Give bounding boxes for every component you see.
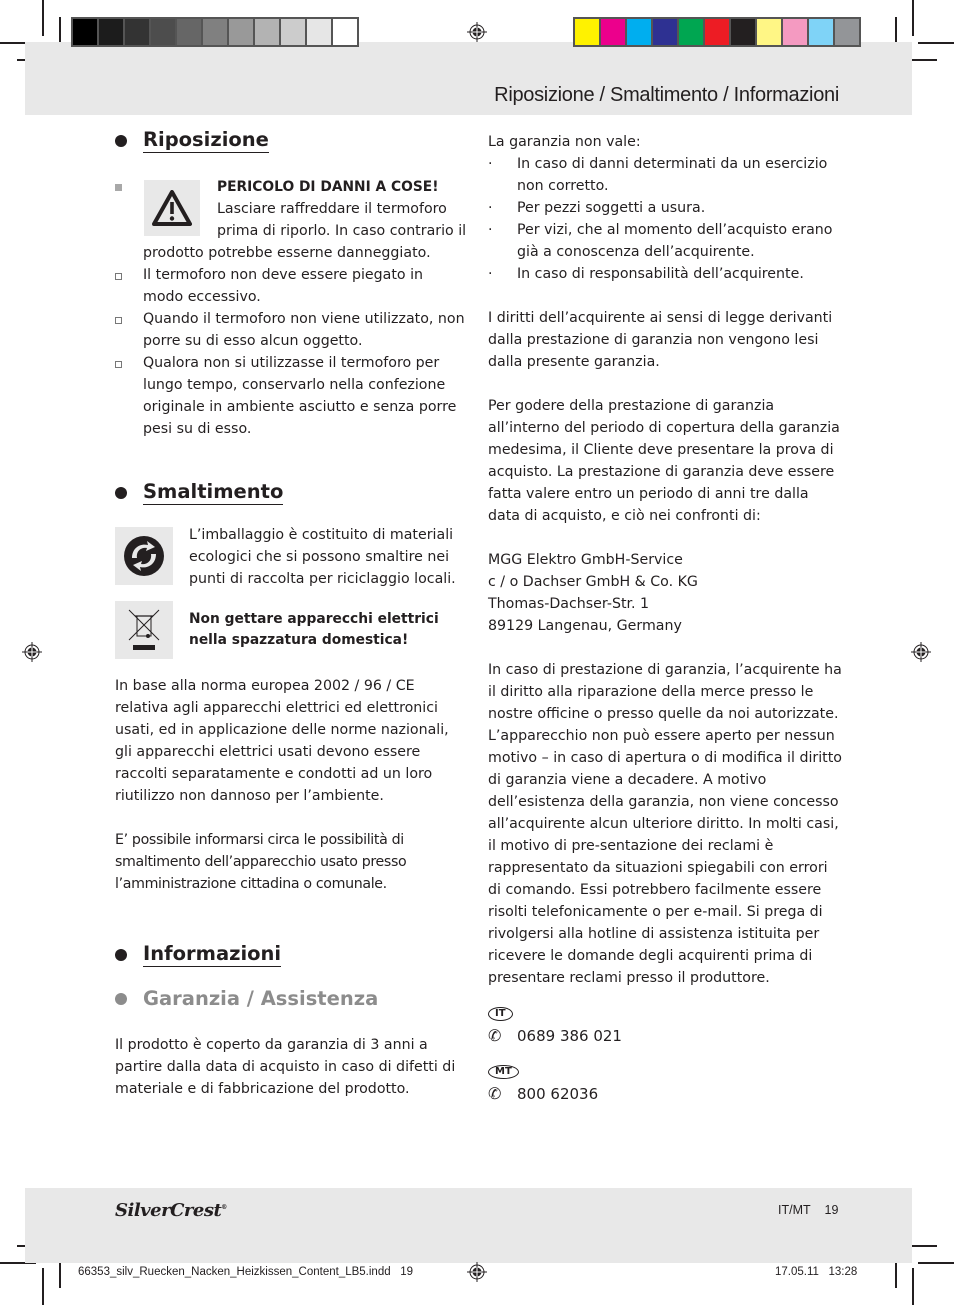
- address-line: c / o Dachser GmbH & Co. KG: [488, 574, 698, 590]
- middot-bullet-icon: ·: [488, 200, 493, 216]
- grayscale-color-bar: [71, 17, 359, 47]
- warranty-paragraph: Il prodotto è coperto da garanzia di 3 anni a partire dalla data di acquisto in caso di difetti di materiale e di fabbricazione del prodotto.: [115, 1037, 456, 1097]
- square-bullet-icon: [115, 317, 122, 324]
- phone-icon: ✆: [488, 1084, 502, 1103]
- color-swatch: [627, 19, 651, 45]
- packaging-text: L’imballaggio è costituito di materiali ecologici che si possono smaltire nei punti di raccolta per riciclaggio locali.: [189, 527, 456, 587]
- address-line: Thomas-Dachser-Str. 1: [488, 596, 650, 612]
- phone-icon: ✆: [488, 1026, 502, 1045]
- service-address: [488, 549, 844, 637]
- crop-mark: [42, 0, 44, 36]
- list-item-text: Qualora non si utilizzasse il termoforo per lungo tempo, conservarlo nella confezione originale in ambiente asciutto e senza porre pesi su di esso.: [143, 355, 457, 437]
- crop-mark: [912, 1268, 914, 1305]
- address-line: 89129 Langenau, Germany: [488, 618, 682, 634]
- warning-block: [115, 176, 467, 264]
- list-item-text: In caso di danni determinati da un esercizio non corretto.: [517, 156, 828, 194]
- warning-line: Lasciare raffreddare il termoforo: [217, 201, 447, 217]
- list-item-text: Il termoforo non deve essere piegato in modo eccessivo.: [143, 267, 424, 305]
- list-item-text: Per vizi, che al momento dell’acquisto erano già a conoscenza dell’acquirente.: [517, 222, 833, 260]
- warning-triangle-icon: [144, 180, 200, 236]
- hotline-phone-number[interactable]: 800 62036: [517, 1085, 599, 1103]
- color-swatch: [203, 19, 227, 45]
- color-swatch: [757, 19, 781, 45]
- registered-mark: ®: [221, 1204, 227, 1211]
- color-swatch: [705, 19, 729, 45]
- brand-name: SilverCrest: [115, 1200, 222, 1221]
- color-swatch: [177, 19, 201, 45]
- registration-mark-icon: [467, 1262, 487, 1282]
- color-swatch: [731, 19, 755, 45]
- bullet-dot-icon: [115, 993, 127, 1005]
- color-swatch: [151, 19, 175, 45]
- slug-filename: 66353_silv_Ruecken_Nacken_Heizkissen_Content_LB5.indd 19: [78, 1266, 413, 1278]
- section-heading-riposizione: [115, 126, 467, 156]
- left-column: [115, 126, 467, 1100]
- color-swatch: [653, 19, 677, 45]
- color-swatch: [73, 19, 97, 45]
- list-item-text: Per pezzi soggetti a usura.: [517, 200, 706, 216]
- heading-text: Garanzia / Assistenza: [143, 987, 379, 1010]
- middot-bullet-icon: ·: [488, 222, 493, 238]
- right-column: [488, 131, 844, 1105]
- list-item: [488, 197, 844, 219]
- process-color-bar: [573, 17, 861, 47]
- disposal-info-paragraph: E’ possibile informarsi circa le possibilità di smaltimento dell’apparecchio usato presso l’amministrazione cittadina o comunale.: [115, 832, 407, 892]
- subsection-heading-garanzia: [115, 984, 467, 1014]
- country-badge-mt: MT: [488, 1065, 519, 1079]
- color-swatch: [125, 19, 149, 45]
- heading-text: Smaltimento: [143, 480, 284, 503]
- crop-mark: [918, 42, 954, 44]
- service-paragraph: In caso di prestazione di garanzia, l’acquirente ha il diritto alla riparazione della merce presso le nostre officine o presso quelle da noi autorizzate. L’apparecchio non può essere aperto per nessun motivo – in caso di apertura o di modifica il diritto di garanzia viene a decadere. A motivo dell’esistenza della garanzia, non viene concesso all’acquirente alcun ulteriore diritto. In molti casi, il motivo di pre-sentazione dei reclami è rappresentato da situazioni spiegabili con errori di comando. Essi potrebbero facilmente essere risolti telefonicamente o per e-mail. Si prega di rivolgersi alla hotline di assistenza istituita per ricevere le domande degli acquirenti prima di presentare reclami presso il produttore.: [488, 662, 842, 986]
- registration-mark-icon: [22, 642, 42, 662]
- registration-mark-icon: [467, 22, 487, 42]
- recycling-green-dot-icon: [115, 527, 173, 585]
- not-valid-intro: La garanzia non vale:: [488, 134, 641, 150]
- crop-mark: [912, 0, 914, 36]
- section-heading-smaltimento: [115, 478, 467, 508]
- color-swatch: [679, 19, 703, 45]
- middot-bullet-icon: ·: [488, 266, 493, 282]
- crossed-bin-weee-icon: [115, 601, 173, 659]
- bullet-dot-icon: [115, 487, 127, 499]
- crop-mark: [42, 1268, 44, 1305]
- page-title: Riposizione / Smaltimento / Informazioni: [494, 84, 839, 106]
- color-swatch: [255, 19, 279, 45]
- square-bullet-icon: [115, 273, 122, 280]
- square-bullet-icon: [115, 361, 122, 368]
- address-line: MGG Elektro GmbH-Service: [488, 552, 683, 568]
- brand-logo: [115, 1200, 227, 1221]
- color-swatch: [333, 19, 357, 45]
- list-item-text: In caso di responsabilità dell’acquirente.: [517, 266, 804, 282]
- list-item: [115, 308, 467, 352]
- bullet-dot-icon: [115, 135, 127, 147]
- weee-directive-paragraph: In base alla norma europea 2002 / 96 / CE relativa agli apparecchi elettrici ed elettronici usati, ed in applicazione delle norme nazionali, gli apparecchi elettrici usati devono essere raccolti separatamente e condotti ad un loro riutilizzo non dannoso per l’ambiente.: [115, 678, 449, 804]
- hotline-it: [488, 1001, 844, 1047]
- color-swatch: [783, 19, 807, 45]
- hotline-mt: [488, 1059, 844, 1105]
- packaging-info: [115, 524, 467, 590]
- warning-line: prodotto potrebbe esserne danneggiato.: [143, 245, 431, 261]
- color-swatch: [601, 19, 625, 45]
- warning-title: PERICOLO DI DANNI A COSE!: [217, 179, 439, 195]
- slug-datetime: 17.05.11 13:28: [775, 1266, 858, 1278]
- heading-text: Informazioni: [143, 942, 282, 965]
- heading-text: Riposizione: [143, 128, 269, 151]
- color-swatch: [281, 19, 305, 45]
- color-swatch: [809, 19, 833, 45]
- hotline-phone-number[interactable]: 0689 386 021: [517, 1027, 622, 1045]
- section-heading-informazioni: [115, 940, 467, 970]
- weee-info: [115, 601, 467, 659]
- bullet-dot-icon: [115, 949, 127, 961]
- page-number: [778, 1203, 838, 1217]
- list-item: [488, 219, 844, 263]
- claim-paragraph: Per godere della prestazione di garanzia all’interno del periodo di copertura della garanzia medesima, il Cliente deve presentare la prova di acquisto. La prestazione di garanzia deve essere fatta valere entro un periodo di anni tre dalla data di acquisto, e ciò nei confronti di:: [488, 398, 840, 524]
- page-number-value: 19: [824, 1203, 839, 1217]
- crop-mark: [918, 1262, 954, 1264]
- country-badge-it: IT: [488, 1007, 513, 1021]
- rights-paragraph: I diritti dell’acquirente ai sensi di legge derivanti dalla prestazione di garanzia non vengono lesi dalla presente garanzia.: [488, 310, 833, 370]
- list-item: [488, 263, 844, 285]
- list-item: [115, 352, 467, 440]
- list-item-text: Quando il termoforo non viene utilizzato, non porre su di esso alcun oggetto.: [143, 311, 465, 349]
- page-language-label: IT/MT: [778, 1203, 811, 1217]
- list-item: [488, 153, 844, 197]
- weee-warning-text: Non gettare apparecchi elettrici nella spazzatura domestica!: [189, 611, 439, 648]
- warning-line: prima di riporlo. In caso contrario il: [217, 223, 467, 239]
- color-swatch: [99, 19, 123, 45]
- square-bullet-icon: [115, 184, 122, 191]
- registration-mark-icon: [911, 642, 931, 662]
- color-swatch: [229, 19, 253, 45]
- list-item: [115, 264, 467, 308]
- color-swatch: [307, 19, 331, 45]
- color-swatch: [835, 19, 859, 45]
- middot-bullet-icon: ·: [488, 156, 493, 172]
- color-swatch: [575, 19, 599, 45]
